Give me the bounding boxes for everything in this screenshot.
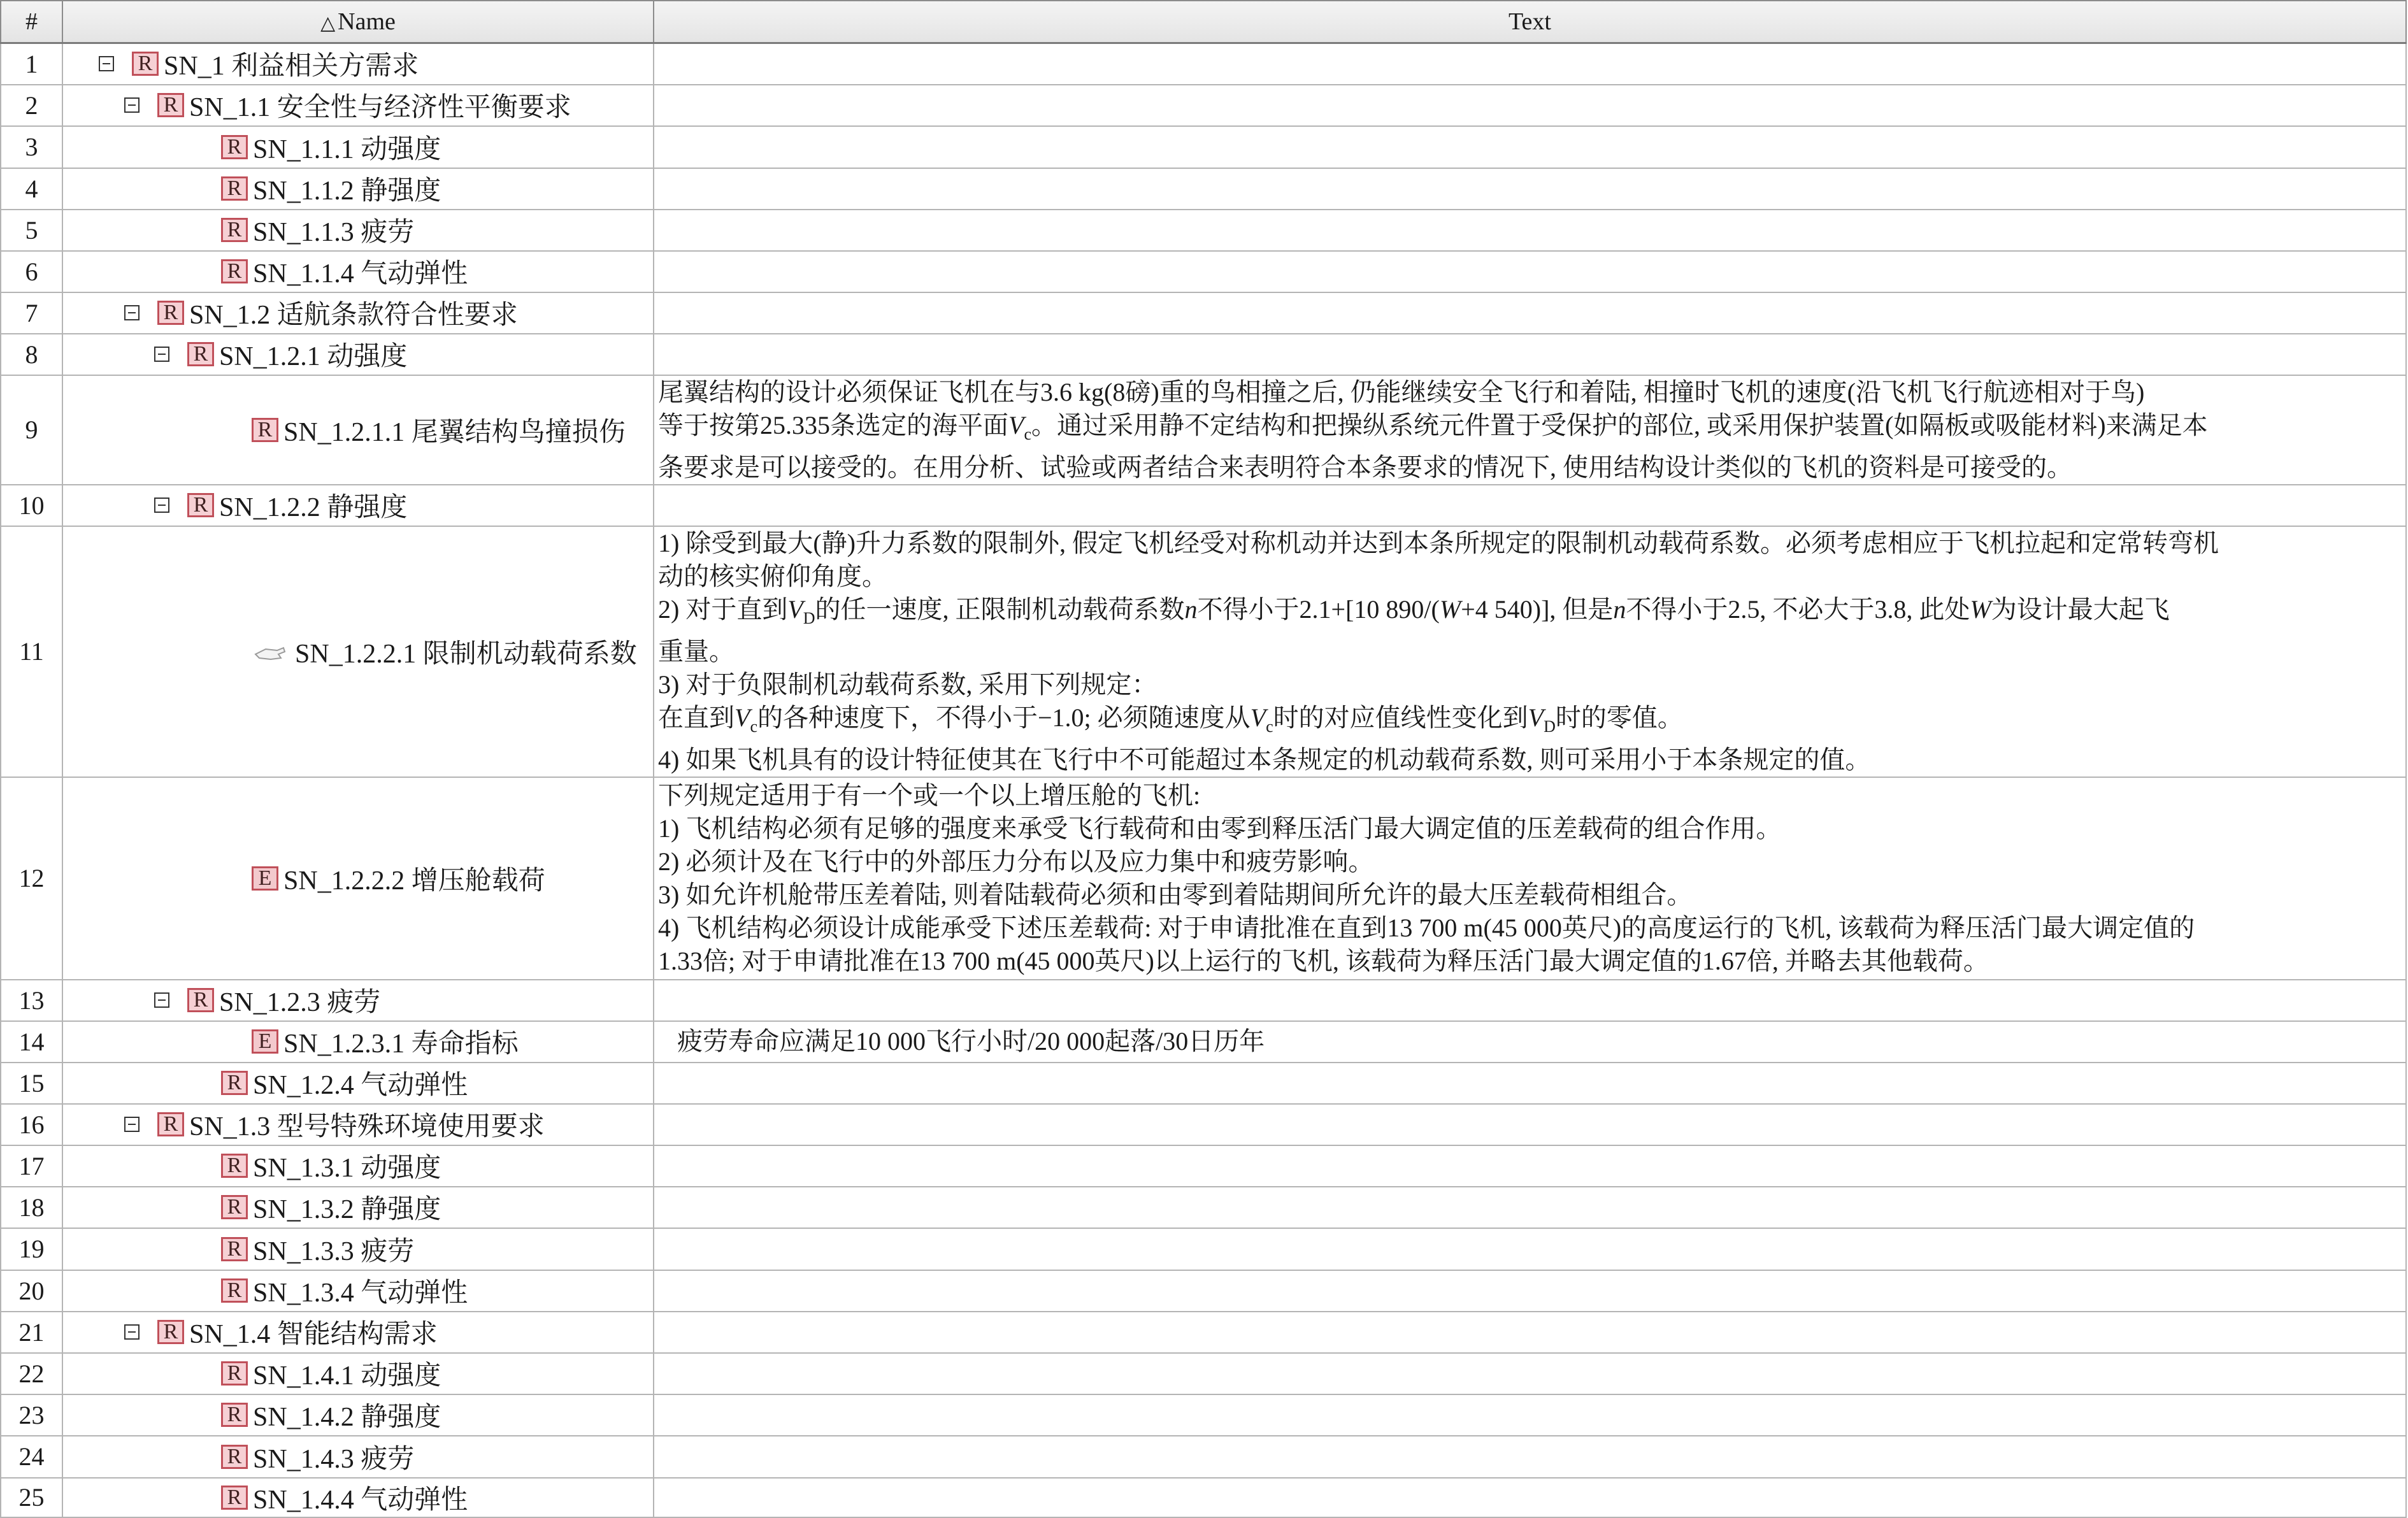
row-number: 25 — [1, 1478, 62, 1517]
table-row[interactable] — [1, 485, 2406, 526]
text-line — [658, 845, 2400, 878]
row-number: 4 — [1, 168, 62, 210]
collapse-toggle-icon[interactable] — [124, 305, 140, 320]
tree-node[interactable] — [62, 1478, 654, 1517]
text-cell[interactable] — [654, 210, 2406, 251]
text-cell[interactable] — [654, 1104, 2406, 1145]
tree-node-content — [63, 335, 653, 373]
node-label: SN_1.4.4 气动弹性 — [253, 1485, 468, 1515]
node-label: SN_1.3.4 气动弹性 — [253, 1278, 468, 1308]
row-number: 11 — [1, 526, 62, 777]
tree-node[interactable] — [62, 334, 654, 375]
table-row[interactable] — [1, 126, 2406, 168]
node-label: SN_1.2.2.1 限制机动载荷系数 — [295, 639, 637, 669]
node-label: SN_1.4.1 动强度 — [253, 1361, 441, 1391]
table-row[interactable] — [1, 210, 2406, 251]
text-run: 在直到 — [658, 703, 735, 732]
tree-node[interactable] — [62, 1353, 654, 1394]
column-header-name-label: Name — [338, 8, 396, 35]
row-number: 13 — [1, 980, 62, 1021]
variable-subscript: D — [803, 608, 815, 627]
table-row[interactable] — [1, 1021, 2406, 1063]
text-line — [658, 451, 2400, 484]
variable-symbol: V — [1250, 703, 1266, 732]
node-label: SN_1.3.2 静强度 — [253, 1195, 441, 1224]
column-header-text[interactable]: Text — [654, 1, 2406, 43]
variable-subscript: c — [1024, 424, 1031, 443]
text-run: 不得小于2.5, 不必大于3.8, 此处 — [1626, 594, 1970, 624]
tree-node-content — [63, 45, 653, 83]
text-run: 的各种速度下，不得小于−1.0; 必须随速度从 — [757, 703, 1251, 732]
row-number: 5 — [1, 210, 62, 251]
tree-node[interactable] — [62, 1187, 654, 1228]
table-row[interactable] — [1, 375, 2406, 485]
tree-node[interactable] — [62, 251, 654, 292]
row-number: 23 — [1, 1394, 62, 1436]
node-label: SN_1.2.3 疲劳 — [219, 988, 381, 1017]
requirement-badge-icon: R — [187, 493, 214, 517]
tree-node-content — [63, 486, 653, 524]
node-label: SN_1.2.1 动强度 — [219, 342, 408, 371]
tree-node[interactable] — [62, 485, 654, 526]
node-label: SN_1.1.4 气动弹性 — [253, 259, 468, 289]
tree-node[interactable] — [62, 210, 654, 251]
collapse-toggle-icon[interactable] — [124, 97, 140, 113]
requirement-badge-icon: R — [221, 1195, 248, 1219]
text-line — [658, 593, 2400, 635]
text-run: 3) 如允许机舱带压差着陆, 则着陆载荷必须和由零到着陆期间所允许的最大压差载荷相组合。 — [658, 880, 1693, 909]
text-run: 重量。 — [658, 636, 735, 666]
row-number: 2 — [1, 85, 62, 126]
requirement-badge-icon: R — [187, 988, 214, 1012]
tree-node[interactable] — [62, 1021, 654, 1063]
variable-symbol: W — [1439, 594, 1461, 624]
row-number: 24 — [1, 1436, 62, 1478]
node-label: SN_1.2 适航条款符合性要求 — [189, 301, 518, 330]
node-label: SN_1.1.3 疲劳 — [253, 218, 415, 247]
text-cell[interactable] — [654, 1021, 2406, 1063]
text-cell-content — [654, 527, 2405, 777]
text-run: 1) 飞机结构必须有足够的强度来承受飞行载荷和由零到释压活门最大调定值的压差载荷的组合作用。 — [658, 813, 1782, 843]
column-header-name[interactable] — [62, 1, 654, 43]
text-run: 4) 飞机结构必须设计成能承受下述压差载荷: 对于申请批准在直到13 700 m(45 000英尺)的高度运行的飞机, 该载荷为释压活门最大调定值的 — [658, 913, 2195, 942]
tree-node[interactable] — [62, 126, 654, 168]
table-row[interactable] — [1, 980, 2406, 1021]
text-line — [658, 779, 2400, 812]
row-number: 21 — [1, 1312, 62, 1353]
tree-node-content — [63, 1105, 653, 1143]
text-run: 3) 对于负限制机动载荷系数, 采用下列规定： — [658, 669, 1157, 699]
text-line — [658, 527, 2400, 560]
row-number: 17 — [1, 1145, 62, 1187]
tree-node[interactable] — [62, 1436, 654, 1478]
text-cell[interactable] — [654, 1353, 2406, 1394]
row-number: 1 — [1, 43, 62, 85]
requirement-badge-icon: R — [157, 1320, 184, 1344]
table-row[interactable] — [1, 1187, 2406, 1228]
node-label: SN_1 利益相关方需求 — [164, 52, 419, 82]
text-cell[interactable] — [654, 980, 2406, 1021]
tree-node-content — [63, 1396, 653, 1434]
variable-symbol: V — [1008, 410, 1024, 440]
text-cell[interactable] — [654, 1436, 2406, 1478]
row-number: 10 — [1, 485, 62, 526]
tree-node-content — [63, 128, 653, 166]
text-line — [658, 743, 2400, 777]
requirement-badge-icon: R — [157, 301, 184, 325]
table-row[interactable] — [1, 1353, 2406, 1394]
text-cell[interactable] — [654, 1187, 2406, 1228]
table-row[interactable] — [1, 1312, 2406, 1353]
node-label: SN_1.2.1.1 尾翼结构鸟撞损伤 — [283, 417, 626, 447]
text-run: 2) 必须计及在飞行中的外部压力分布以及应力集中和疲劳影响。 — [658, 847, 1374, 876]
text-run: 动的核实俯仰角度。 — [658, 561, 887, 591]
variable-symbol: n — [1613, 594, 1626, 624]
text-cell[interactable] — [654, 1312, 2406, 1353]
text-cell[interactable] — [654, 1063, 2406, 1104]
text-cell[interactable] — [654, 1478, 2406, 1517]
node-label: SN_1.4.3 疲劳 — [253, 1444, 415, 1474]
text-line — [658, 945, 2400, 978]
table-row[interactable] — [1, 251, 2406, 292]
requirement-badge-icon: R — [221, 135, 248, 159]
variable-subscript: D — [1544, 717, 1556, 736]
requirement-badge-icon: R — [221, 176, 248, 201]
requirement-badge-icon: R — [221, 1154, 248, 1178]
requirement-badge-icon: R — [221, 1486, 248, 1510]
collapse-toggle-icon[interactable] — [124, 1117, 140, 1132]
tree-node[interactable] — [62, 43, 654, 85]
row-number: 22 — [1, 1353, 62, 1394]
text-run: 2) 对于直到 — [658, 594, 788, 624]
tree-node-content — [63, 294, 653, 332]
tree-node-content — [63, 633, 653, 671]
text-line — [658, 912, 2400, 945]
collapse-toggle-icon[interactable] — [154, 347, 169, 362]
tree-node-content — [63, 86, 653, 124]
tree-node-content — [63, 1022, 653, 1061]
node-label: SN_1.1.2 静强度 — [253, 176, 441, 206]
collapse-toggle-icon[interactable] — [99, 56, 114, 71]
requirement-badge-icon: R — [221, 218, 248, 242]
text-cell-content — [654, 376, 2405, 484]
text-run: 尾翼结构的设计必须保证飞机在与3.6 kg(8磅)重的鸟相撞之后, 仍能继续安全飞行和着陆, 相撞时飞机的速度(沿飞机飞行航迹相对于鸟) — [658, 377, 2145, 406]
variable-symbol: W — [1970, 594, 1991, 624]
tree-node[interactable] — [62, 980, 654, 1021]
text-line — [658, 376, 2400, 409]
table-row[interactable] — [1, 43, 2406, 85]
tree-node-content — [63, 981, 653, 1019]
text-line — [658, 878, 2400, 912]
requirement-badge-icon: R — [221, 259, 248, 283]
node-label: SN_1.3.3 疲劳 — [253, 1236, 415, 1266]
row-number: 9 — [1, 375, 62, 485]
tree-node[interactable] — [62, 1312, 654, 1353]
tree-node[interactable] — [62, 1145, 654, 1187]
text-cell-content — [654, 1025, 2405, 1058]
row-number: 18 — [1, 1187, 62, 1228]
text-line — [658, 409, 2400, 451]
requirement-badge-icon: R — [252, 418, 278, 442]
tree-node-content — [63, 1313, 653, 1351]
table-row[interactable] — [1, 1394, 2406, 1436]
header-row — [1, 1, 2406, 43]
requirement-badge-icon: R — [221, 1445, 248, 1469]
text-run: 时的零值。 — [1555, 703, 1683, 732]
requirement-badge-icon: R — [157, 1112, 184, 1136]
table-row[interactable] — [1, 1104, 2406, 1145]
node-label: SN_1.4.2 静强度 — [253, 1403, 441, 1432]
node-label: SN_1.2.2.2 增压舱载荷 — [283, 866, 545, 896]
text-cell[interactable] — [654, 126, 2406, 168]
text-line — [658, 635, 2400, 668]
text-cell[interactable] — [654, 1270, 2406, 1312]
node-label: SN_1.1 安全性与经济性平衡要求 — [189, 93, 571, 122]
text-cell[interactable] — [654, 1145, 2406, 1187]
tree-node[interactable] — [62, 168, 654, 210]
text-run: 4) 如果飞机具有的设计特征使其在飞行中不可能超过本条规定的机动载荷系数, 则可采用小于本条规定的值。 — [658, 745, 1871, 774]
text-run: 不得小于2.1+[10 890/( — [1197, 594, 1440, 624]
text-run: 条要求是可以接受的。在用分析、试验或两者结合来表明符合本条要求的情况下, 使用结构设计类似的飞机的资料是可接受的。 — [658, 452, 2072, 482]
node-label: SN_1.2.3.1 寿命指标 — [283, 1029, 519, 1059]
node-label: SN_1.2.2 静强度 — [219, 493, 408, 522]
variable-subscript: c — [1266, 717, 1273, 736]
tree-node[interactable] — [62, 1394, 654, 1436]
node-label: SN_1.3 型号特殊环境使用要求 — [189, 1112, 545, 1142]
row-number: 19 — [1, 1228, 62, 1270]
row-number: 14 — [1, 1021, 62, 1063]
tree-node-content — [63, 1064, 653, 1102]
row-number: 12 — [1, 777, 62, 980]
row-number: 3 — [1, 126, 62, 168]
variable-symbol: V — [787, 594, 803, 624]
requirement-badge-icon: R — [221, 1403, 248, 1427]
text-cell[interactable] — [654, 251, 2406, 292]
table-row[interactable] — [1, 1436, 2406, 1478]
tree-node-content — [63, 1271, 653, 1310]
collapse-toggle-icon[interactable] — [154, 992, 169, 1008]
requirement-badge-icon: R — [221, 1237, 248, 1261]
table-row[interactable] — [1, 168, 2406, 210]
tree-node[interactable] — [62, 375, 654, 485]
tree-node[interactable] — [62, 1270, 654, 1312]
tree-node-content — [63, 1354, 653, 1393]
node-label: SN_1.1.1 动强度 — [253, 134, 441, 164]
requirement-badge-icon: R — [157, 93, 184, 117]
text-line — [658, 560, 2400, 593]
tree-node-content — [63, 211, 653, 249]
tree-node[interactable] — [62, 526, 654, 777]
requirement-badge-icon: R — [221, 1361, 248, 1386]
text-run: 时的对应值线性变化到 — [1273, 703, 1528, 732]
text-cell[interactable] — [654, 292, 2406, 334]
variable-symbol: V — [1528, 703, 1544, 732]
text-cell[interactable] — [654, 334, 2406, 375]
table-row[interactable] — [1, 526, 2406, 777]
tree-node-content — [63, 1147, 653, 1185]
element-badge-icon: E — [252, 1029, 278, 1054]
tree-node-content — [63, 1479, 653, 1517]
table-row[interactable] — [1, 1063, 2406, 1104]
text-run: 1) 除受到最大(静)升力系数的限制外, 假定飞机经受对称机动并达到本条所规定的限制机动载荷系数。必须考虑相应于飞机拉起和定常转弯机 — [658, 528, 2219, 557]
text-line — [658, 668, 2400, 701]
tree-node[interactable] — [62, 1104, 654, 1145]
table-row[interactable] — [1, 292, 2406, 334]
text-cell[interactable] — [654, 1228, 2406, 1270]
collapse-toggle-icon[interactable] — [154, 498, 169, 513]
requirement-badge-icon: R — [132, 52, 159, 76]
row-number: 7 — [1, 292, 62, 334]
tree-node-content — [63, 1188, 653, 1226]
tree-node[interactable] — [62, 292, 654, 334]
variable-symbol: n — [1184, 594, 1198, 624]
node-label: SN_1.2.4 气动弹性 — [253, 1071, 468, 1100]
node-label: SN_1.3.1 动强度 — [253, 1154, 441, 1183]
text-cell[interactable] — [654, 375, 2406, 485]
tree-node-content — [63, 252, 653, 290]
text-cell[interactable] — [654, 168, 2406, 210]
table-row[interactable] — [1, 1145, 2406, 1187]
table-row[interactable] — [1, 777, 2406, 980]
text-run: 。通过采用静不定结构和把操纵系统元件置于受保护的部位, 或采用保护装置(如隔板或吸能材料)来满足本 — [1031, 410, 2208, 440]
requirement-badge-icon: R — [221, 1071, 248, 1095]
text-cell[interactable] — [654, 777, 2406, 980]
text-line — [658, 812, 2400, 845]
tree-node[interactable] — [62, 777, 654, 980]
tree-node-content — [63, 1438, 653, 1476]
text-run: 1.33倍; 对于申请批准在13 700 m(45 000英尺)以上运行的飞机, 该载荷为释压活门最大调定值的1.67倍, 并略去其他载荷。 — [658, 946, 1989, 975]
text-cell[interactable] — [654, 1394, 2406, 1436]
text-value: 疲劳寿命应满足10 000飞行小时/20 000起落/30日历年 — [677, 1027, 1265, 1056]
text-run: 等于按第25.335条选定的海平面 — [658, 410, 1008, 440]
tree-node[interactable] — [62, 1063, 654, 1104]
row-number: 8 — [1, 334, 62, 375]
tree-node-content — [63, 1230, 653, 1268]
text-line — [658, 701, 2400, 743]
text-cell[interactable] — [654, 85, 2406, 126]
text-run: 的任一速度, 正限制机动载荷系数 — [815, 594, 1185, 624]
row-number: 15 — [1, 1063, 62, 1104]
row-number: 6 — [1, 251, 62, 292]
table-row[interactable] — [1, 85, 2406, 126]
text-cell[interactable] — [654, 485, 2406, 526]
text-cell-content — [654, 779, 2405, 978]
tree-node-content — [63, 411, 653, 449]
requirement-badge-icon: R — [187, 342, 214, 366]
tree-node-content — [63, 859, 653, 898]
row-number: 20 — [1, 1270, 62, 1312]
node-label: SN_1.4 智能结构需求 — [189, 1320, 438, 1349]
row-number: 16 — [1, 1104, 62, 1145]
tree-node[interactable] — [62, 1228, 654, 1270]
table-row[interactable] — [1, 1270, 2406, 1312]
variable-subscript: c — [750, 717, 757, 736]
variable-symbol: V — [735, 703, 750, 732]
text-cell[interactable] — [654, 43, 2406, 85]
table-row[interactable] — [1, 334, 2406, 375]
hand-pointer-icon — [252, 641, 287, 662]
table-row[interactable] — [1, 1228, 2406, 1270]
sort-ascending-icon: △ — [320, 13, 336, 34]
column-header-number[interactable]: # — [1, 1, 62, 43]
text-cell[interactable] — [654, 526, 2406, 777]
text-run: +4 540)], 但是 — [1461, 594, 1614, 624]
tree-node[interactable] — [62, 85, 654, 126]
requirement-badge-icon: R — [221, 1278, 248, 1303]
collapse-toggle-icon[interactable] — [124, 1324, 140, 1340]
text-run: 下列规定适用于有一个或一个以上增压舱的飞机: — [658, 780, 1201, 810]
tree-node-content — [63, 169, 653, 208]
text-run: 为设计最大起飞 — [1991, 594, 2170, 624]
table-row[interactable] — [1, 1478, 2406, 1517]
element-badge-icon: E — [252, 866, 278, 891]
